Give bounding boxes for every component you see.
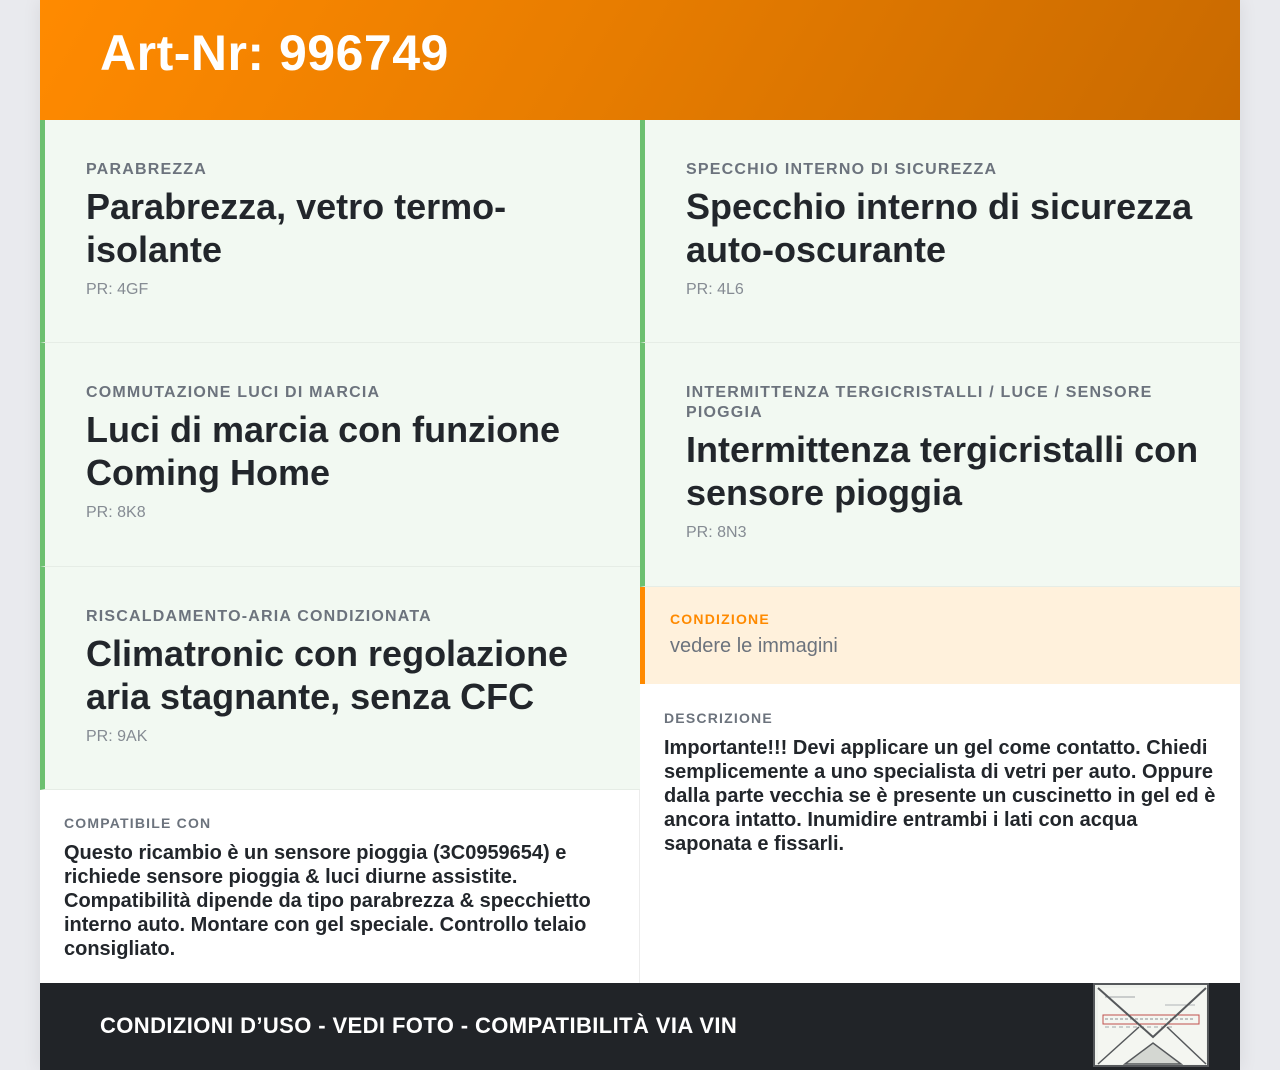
- condition-box: [640, 587, 1240, 684]
- footer-bar: [40, 983, 1240, 1070]
- feature-pr-code: PR: 4GF: [86, 281, 149, 298]
- compatibility-label: COMPATIBILE CON: [64, 815, 212, 831]
- feature-card-climatronic: [40, 567, 640, 790]
- feature-pr-code: PR: 4L6: [686, 281, 744, 298]
- envelope-photo-thumbnail-icon[interactable]: [1093, 983, 1209, 1067]
- description-label: DESCRIZIONE: [664, 710, 773, 726]
- header: [40, 0, 1240, 120]
- feature-category: PARABREZZA: [86, 161, 208, 178]
- feature-card-parabrezza: [40, 120, 640, 343]
- feature-pr-code: PR: 9AK: [86, 728, 148, 745]
- description-section: [640, 684, 1240, 983]
- feature-category: SPECCHIO INTERNO DI SICUREZZA: [686, 161, 998, 178]
- feature-name: Luci di marcia con funzione Coming Home: [86, 409, 561, 493]
- condition-label: CONDIZIONE: [670, 611, 770, 627]
- product-sheet: [40, 0, 1240, 1070]
- feature-card-tergicristalli: [640, 343, 1240, 587]
- feature-category: INTERMITTENZA TERGICRISTALLI / LUCE / SENSORE PIOGGIA: [686, 384, 1153, 421]
- feature-card-luci: [40, 343, 640, 567]
- envelope-graphic: [1095, 985, 1211, 1069]
- compatibility-text: Questo ricambio è un sensore pioggia (3C0959654) e richiede sensore pioggia & luci diurne assistite. Compatibilità dipende da tipo parabrezza & specchietto interno auto. Montare con gel speciale. Controllo telaio consigliato.: [64, 842, 591, 960]
- condition-value: vedere le immagini: [670, 635, 838, 657]
- feature-pr-code: PR: 8N3: [686, 524, 747, 541]
- footer-text: CONDIZIONI D’USO - VEDI FOTO - COMPATIBILITÀ VIA VIN: [100, 1013, 738, 1038]
- feature-name: Parabrezza, vetro termo-isolante: [86, 186, 507, 270]
- feature-category: RISCALDAMENTO-ARIA CONDIZIONATA: [86, 608, 432, 625]
- compatibility-section: [40, 790, 640, 983]
- feature-card-specchio: [640, 120, 1240, 343]
- feature-name: Intermittenza tergicristalli con sensore pioggia: [686, 429, 1199, 513]
- article-number-title: Art-Nr: 996749: [100, 25, 449, 81]
- description-text: Importante!!! Devi applicare un gel come contatto. Chiedi semplicemente a uno specialista di vetri per auto. Oppure dalla parte vecchia se è presente un cuscinetto in gel ed è ancora intatto. Inumidire entrambi i lati con acqua saponata e fissarli.: [664, 737, 1216, 855]
- feature-name: Specchio interno di sicurezza auto-oscurante: [686, 186, 1193, 270]
- feature-pr-code: PR: 8K8: [86, 504, 146, 521]
- feature-name: Climatronic con regolazione aria stagnante, senza CFC: [86, 633, 569, 717]
- feature-category: COMMUTAZIONE LUCI DI MARCIA: [86, 384, 381, 401]
